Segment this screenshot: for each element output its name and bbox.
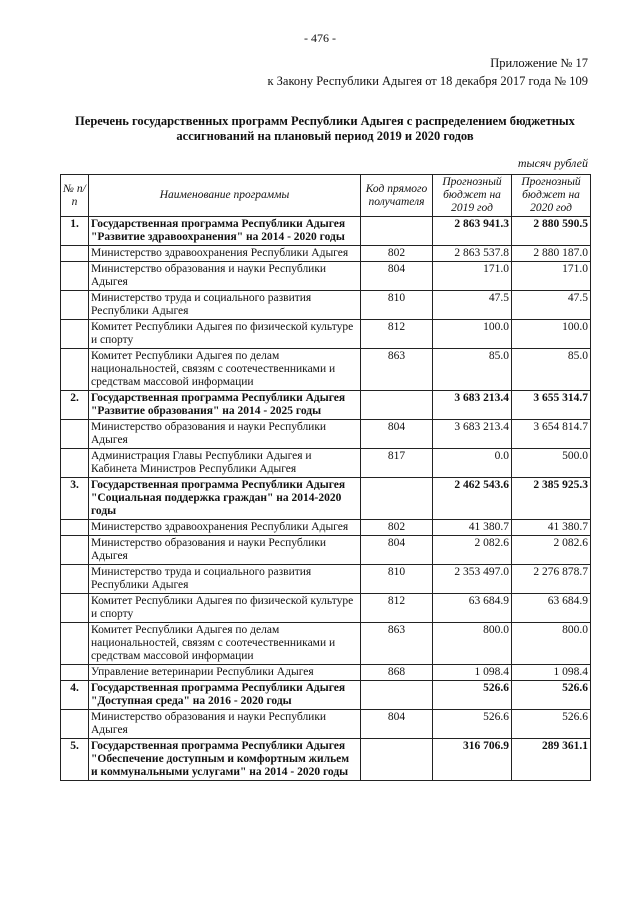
row-name: Государственная программа Республики Адыгея "Развитие образования" на 2014 - 2025 годы: [89, 391, 361, 420]
table-body: [61, 217, 591, 781]
row-name: Министерство образования и науки Республики Адыгея: [89, 420, 361, 449]
table-row: [61, 262, 591, 291]
table-row: [61, 420, 591, 449]
row-num: [61, 320, 89, 349]
units-label: тысяч рублей: [517, 156, 588, 170]
row-num: [61, 536, 89, 565]
row-2020: 3 654 814.7: [512, 420, 591, 449]
row-2019: 1 098.4: [433, 665, 512, 681]
row-2019: 41 380.7: [433, 520, 512, 536]
row-2019: 2 082.6: [433, 536, 512, 565]
row-num: [61, 246, 89, 262]
row-2019: 100.0: [433, 320, 512, 349]
row-num: [61, 710, 89, 739]
row-2020: 171.0: [512, 262, 591, 291]
table-row: [61, 536, 591, 565]
row-num: [61, 291, 89, 320]
table-row: [61, 565, 591, 594]
row-2019: 2 462 543.6: [433, 478, 512, 520]
table-row: [61, 291, 591, 320]
row-code: 863: [361, 349, 433, 391]
row-code: [361, 681, 433, 710]
row-2019: 171.0: [433, 262, 512, 291]
table-row: [61, 739, 591, 781]
row-2020: 2 082.6: [512, 536, 591, 565]
row-num: 1.: [61, 217, 89, 246]
row-num: [61, 420, 89, 449]
table-row: [61, 246, 591, 262]
programs-table: [60, 174, 591, 781]
table-row: [61, 665, 591, 681]
row-name: Комитет Республики Адыгея по делам национальностей, связям с соотечественниками и средствам массовой информации: [89, 349, 361, 391]
row-2019: 2 863 941.3: [433, 217, 512, 246]
row-name: Министерство здравоохранения Республики Адыгея: [89, 520, 361, 536]
row-2020: 289 361.1: [512, 739, 591, 781]
row-2020: 41 380.7: [512, 520, 591, 536]
appendix-line-1: Приложение № 17: [490, 56, 588, 70]
row-num: 2.: [61, 391, 89, 420]
table-row: [61, 449, 591, 478]
appendix-line-2: к Закону Республики Адыгея от 18 декабря 2017 года № 109: [267, 74, 588, 88]
row-code: 812: [361, 594, 433, 623]
table-row: [61, 623, 591, 665]
row-code: [361, 739, 433, 781]
row-num: [61, 594, 89, 623]
row-code: 863: [361, 623, 433, 665]
row-num: [61, 623, 89, 665]
row-2020: 85.0: [512, 349, 591, 391]
row-name: Управление ветеринарии Республики Адыгея: [89, 665, 361, 681]
row-name: Министерство труда и социального развития Республики Адыгея: [89, 565, 361, 594]
row-num: 4.: [61, 681, 89, 710]
row-2019: 526.6: [433, 710, 512, 739]
row-num: [61, 262, 89, 291]
table-row: [61, 320, 591, 349]
table-row: [61, 520, 591, 536]
row-2020: 1 098.4: [512, 665, 591, 681]
row-code: 804: [361, 262, 433, 291]
row-code: 817: [361, 449, 433, 478]
row-2019: 2 353 497.0: [433, 565, 512, 594]
row-code: 810: [361, 565, 433, 594]
table-row: [61, 594, 591, 623]
row-2019: 63 684.9: [433, 594, 512, 623]
row-2020: 526.6: [512, 710, 591, 739]
row-name: Администрация Главы Республики Адыгея и Кабинета Министров Республики Адыгея: [89, 449, 361, 478]
row-2020: 2 880 187.0: [512, 246, 591, 262]
row-name: Комитет Республики Адыгея по физической культуре и спорту: [89, 320, 361, 349]
row-code: 804: [361, 420, 433, 449]
row-2019: 800.0: [433, 623, 512, 665]
row-2019: 2 863 537.8: [433, 246, 512, 262]
table-row: [61, 217, 591, 246]
row-num: [61, 349, 89, 391]
table-row: [61, 681, 591, 710]
row-num: 5.: [61, 739, 89, 781]
row-code: [361, 478, 433, 520]
row-2020: 2 385 925.3: [512, 478, 591, 520]
header-2020: Прогнозный бюджет на 2020 год: [512, 175, 591, 217]
row-2019: 316 706.9: [433, 739, 512, 781]
row-2020: 2 276 878.7: [512, 565, 591, 594]
row-code: 802: [361, 246, 433, 262]
page-number: - 476 -: [304, 31, 336, 45]
table-row: [61, 391, 591, 420]
row-code: 804: [361, 536, 433, 565]
row-name: Министерство труда и социального развития Республики Адыгея: [89, 291, 361, 320]
row-code: 802: [361, 520, 433, 536]
header-name: Наименование программы: [89, 175, 361, 217]
row-name: Государственная программа Республики Адыгея "Социальная поддержка граждан" на 2014-2020 годы: [89, 478, 361, 520]
row-code: 804: [361, 710, 433, 739]
row-code: 868: [361, 665, 433, 681]
row-code: 810: [361, 291, 433, 320]
row-name: Государственная программа Республики Адыгея "Обеспечение доступным и комфортным жильем и коммунальными услугами" на 2014 - 2020 годы: [89, 739, 361, 781]
header-num: № п/п: [61, 175, 89, 217]
row-num: [61, 565, 89, 594]
row-name: Министерство образования и науки Республики Адыгея: [89, 536, 361, 565]
row-2020: 100.0: [512, 320, 591, 349]
row-name: Министерство образования и науки Республики Адыгея: [89, 710, 361, 739]
row-2020: 63 684.9: [512, 594, 591, 623]
row-num: 3.: [61, 478, 89, 520]
row-2020: 500.0: [512, 449, 591, 478]
row-2019: 0.0: [433, 449, 512, 478]
row-name: Государственная программа Республики Адыгея "Доступная среда" на 2016 - 2020 годы: [89, 681, 361, 710]
table-header-row: [61, 175, 591, 217]
row-name: Комитет Республики Адыгея по физической культуре и спорту: [89, 594, 361, 623]
header-code: Код прямого получателя: [361, 175, 433, 217]
row-2019: 526.6: [433, 681, 512, 710]
table-row: [61, 478, 591, 520]
row-name: Комитет Республики Адыгея по делам национальностей, связям с соотечественниками и средствам массовой информации: [89, 623, 361, 665]
document-title: Перечень государственных программ Республики Адыгея с распределением бюджетных ассигнований на плановый период 2019 и 2020 годов: [75, 114, 575, 143]
row-2020: 3 655 314.7: [512, 391, 591, 420]
row-num: [61, 520, 89, 536]
row-name: Министерство здравоохранения Республики Адыгея: [89, 246, 361, 262]
row-code: 812: [361, 320, 433, 349]
row-2020: 800.0: [512, 623, 591, 665]
table-row: [61, 349, 591, 391]
row-name: Министерство образования и науки Республики Адыгея: [89, 262, 361, 291]
row-2019: 47.5: [433, 291, 512, 320]
table-row: [61, 710, 591, 739]
row-2019: 3 683 213.4: [433, 420, 512, 449]
row-num: [61, 449, 89, 478]
row-2020: 47.5: [512, 291, 591, 320]
row-2019: 85.0: [433, 349, 512, 391]
row-2020: 526.6: [512, 681, 591, 710]
row-code: [361, 217, 433, 246]
row-2020: 2 880 590.5: [512, 217, 591, 246]
row-num: [61, 665, 89, 681]
row-code: [361, 391, 433, 420]
row-name: Государственная программа Республики Адыгея "Развитие здравоохранения" на 2014 - 2020 годы: [89, 217, 361, 246]
header-2019: Прогнозный бюджет на 2019 год: [433, 175, 512, 217]
row-2019: 3 683 213.4: [433, 391, 512, 420]
